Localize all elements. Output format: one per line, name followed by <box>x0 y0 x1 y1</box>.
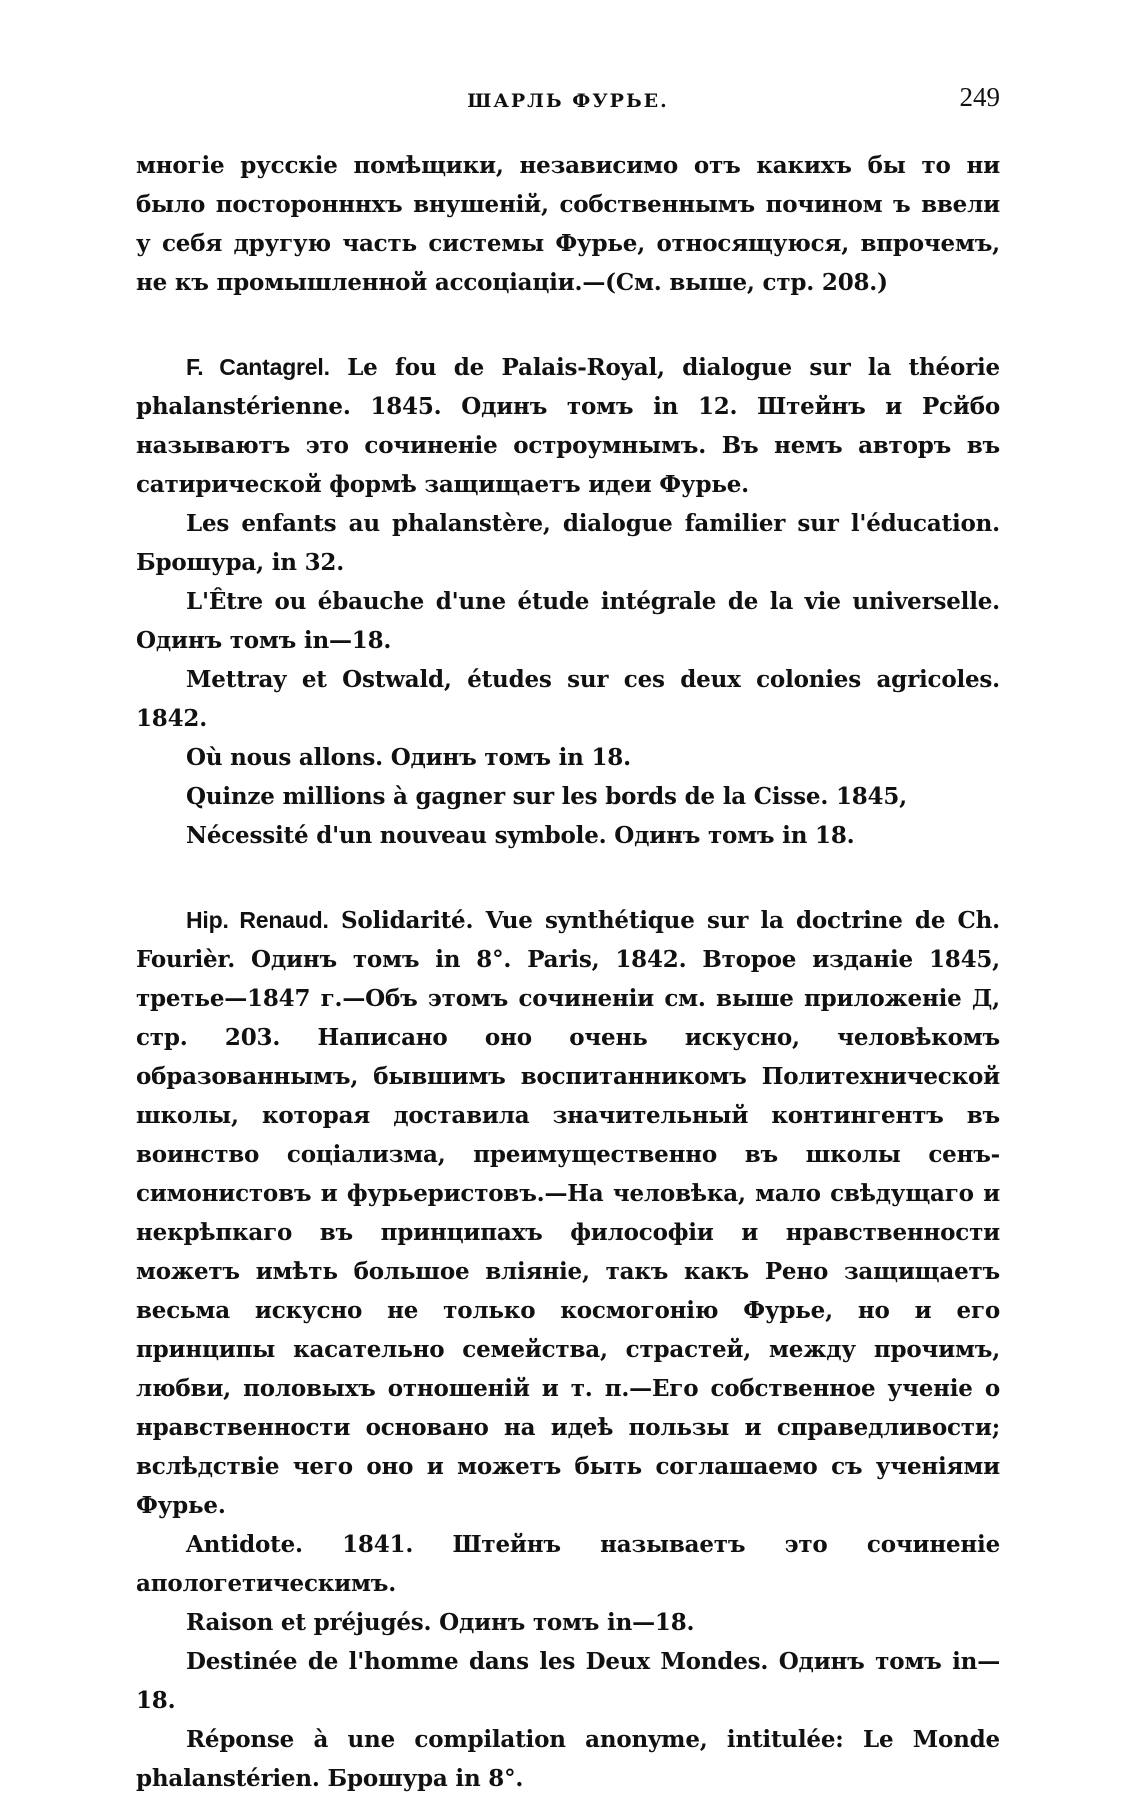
work-item: Mettray et Ostwald, études sur ces deux colonies agricoles. 1842. <box>136 666 1000 732</box>
work-item: L'Être ou ébauche d'une étude intégrale de la vie universelle. Одинъ томъ in—18. <box>136 588 1000 654</box>
body-text <box>136 146 1000 1798</box>
work-item: Les enfants au phalanstère, dialogue familier sur l'éducation. Брошура, in 32. <box>136 510 1000 576</box>
cantagrel-first-paragraph <box>136 348 1000 504</box>
work-item: Raison et préjugés. Одинъ томъ in—18. <box>186 1609 695 1636</box>
author-name: Hip. Renaud. <box>186 907 329 933</box>
work-item: Où nous allons. Одинъ томъ in 18. <box>186 744 631 771</box>
renaud-entry <box>136 901 1000 1798</box>
page-number: 249 <box>959 82 1000 112</box>
work-item: Réponse à une compilation anonyme, intitulée: Le Monde phalanstérien. Брошура in 8°. <box>136 1726 1000 1792</box>
work-item: Destinée de l'homme dans les Deux Mondes. Одинъ томъ in—18. <box>136 1648 1000 1714</box>
author-name: F. Cantagrel. <box>186 354 330 380</box>
work-item: Quinze millions à gagner sur les bords de la Cisse. 1845, <box>186 783 907 810</box>
cantagrel-entry <box>136 348 1000 855</box>
work-item: Antidote. 1841. Штейнъ называетъ это сочиненіе апологетическимъ. <box>136 1531 1000 1597</box>
renaud-first-paragraph <box>136 901 1000 1525</box>
running-title: ШАРЛЬ ФУРЬЕ. <box>467 90 669 112</box>
page-header <box>136 82 1000 122</box>
work-description: Le fou de Palais-Royal, dialogue sur la théorie phalanstérienne. 1845. Одинъ томъ in 12. Штейнъ и Рсйбо называютъ это сочиненіе остроумнымъ. Въ немъ авторъ въ сатирической формѣ защищаетъ идеи Фурье. <box>136 354 1000 498</box>
intro-paragraph: многіе русскіе помѣщики, независимо отъ какихъ бы то ни было посторонннхъ внушеній, собственнымъ почином ъ ввели у себя другую часть системы Фурье, относящуюся, впрочемъ, не къ промышленной ассоціаціи.—(См. выше, стр. 208.) <box>136 152 1000 296</box>
work-item: Nécessité d'un nouveau symbole. Одинъ томъ in 18. <box>186 822 855 849</box>
work-description: Solidarité. Vue synthétique sur la doctrine de Ch. Fourièr. Одинъ томъ in 8°. Paris, 1842. Второе изданіе 1845, третье—1847 г.—Объ этомъ сочиненіи см. выше приложеніе Д, стр. 203. Написано оно очень искусно, человѣкомъ образованнымъ, бывшимъ воспитанникомъ Политехнической школы, которая доставила значительный контингентъ въ воинство соціализма, преимущественно въ школы сенъ-симонистовъ и фурьеристовъ.—На человѣка, мало свѣдущаго и некрѣпкаго въ принципахъ философіи и нравственности можетъ имѣть большое вліяніе, такъ какъ Рено защищаетъ весьма искусно не только космогонію Фурье, но и его принципы касательно семейства, страстей, между прочимъ, любви, половыхъ отношеній и т. п.—Его собственное ученіе о нравственности основано на идеѣ пользы и справедливости; вслѣдствіе чего оно и можетъ быть соглашаемо съ ученіями Фурье. <box>136 907 1000 1519</box>
